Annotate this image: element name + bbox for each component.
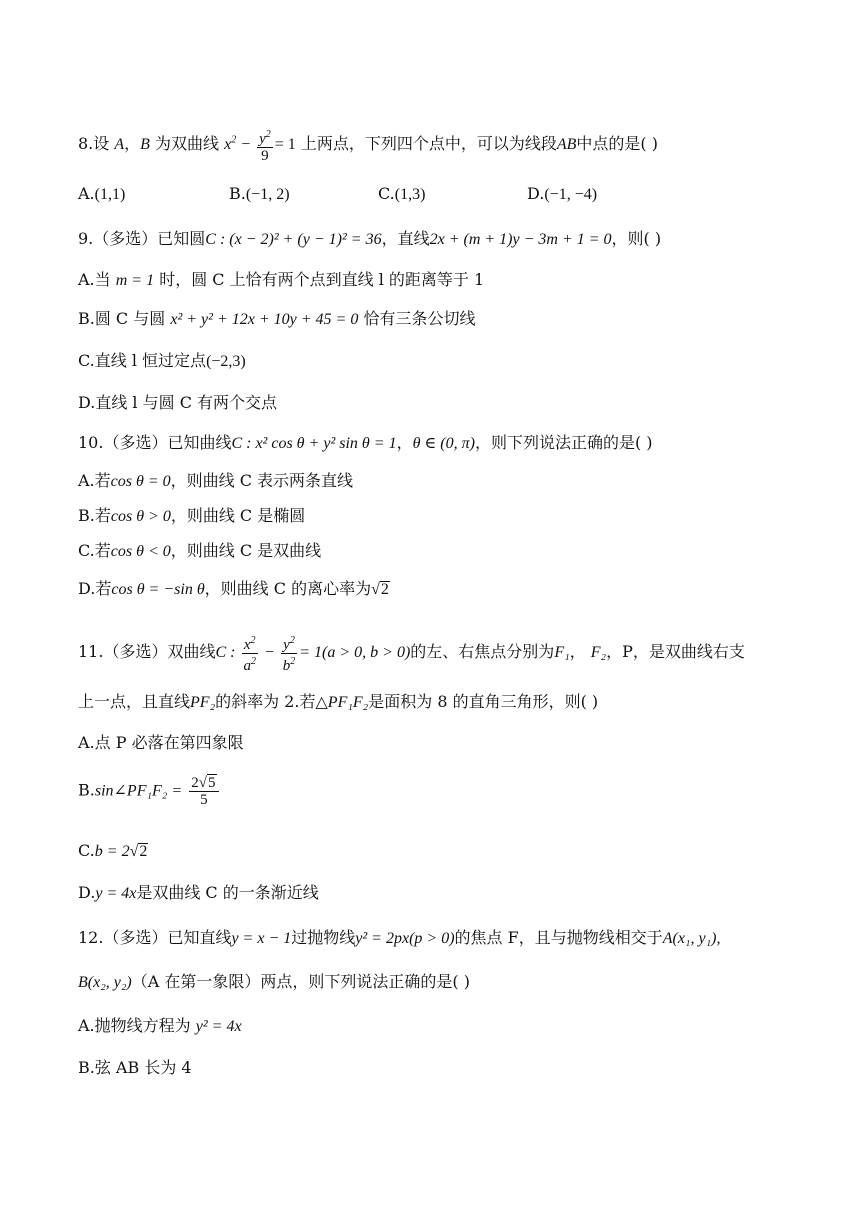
q9-stem-c: ，则( ) — [611, 229, 662, 248]
q10-option-b-label: B.若 — [78, 506, 111, 525]
q12-stem-c: 的焦点 F，且与抛物线相交于 — [454, 928, 663, 947]
q8-option-d-label: D. — [527, 184, 545, 203]
q9-option-a-rest: 时，圆 C 上恰有两个点到直线 l 的距离等于 1 — [159, 270, 485, 289]
q9-line-eq: 2x + (m + 1)y − 3m + 1 = 0 — [429, 231, 612, 248]
q12-stem-line2 — [78, 971, 470, 994]
q9-stem-a: 9.（多选）已知圆 — [78, 229, 206, 248]
q10-sqrt2: √2 — [371, 581, 389, 598]
q10-curve-eq: C : x² cos θ + y² sin θ = 1 — [231, 435, 397, 452]
q11-stem-line2-b: 的斜率为 2.若 — [215, 692, 316, 711]
q12-option-a-math: y² = 4x — [195, 1018, 242, 1035]
q11-option-b-math: sin∠PF₁F₂ = — [94, 782, 183, 800]
q9-option-b — [78, 308, 475, 331]
q9-option-a-math: m = 1 — [115, 272, 155, 289]
q11-f2: F₂ — [590, 644, 607, 662]
q11-sqrt2: √2 — [129, 843, 148, 860]
q9-stem — [78, 228, 661, 251]
q8-segment: AB — [556, 136, 577, 154]
q11-stem-b: 的左、右焦点分别为 — [410, 642, 555, 662]
q11-condition: = 1(a > 0, b > 0) — [299, 644, 411, 662]
q8-stem-c: 上两点，下列四个点中，可以为线段 — [300, 134, 557, 154]
q12-point-a: A(x₁, y₁), — [662, 930, 721, 947]
q9-option-b-rest: 恰有三条公切线 — [363, 309, 476, 328]
q8-hyperbola-eq: $x^2$ − $\frac{y^2}{9}$ = 1 — [224, 129, 296, 164]
q11-option-a — [78, 732, 244, 754]
q12-option-a — [78, 1015, 242, 1038]
q10-option-a-math: cos θ = 0 — [110, 473, 171, 490]
q8-option-b-label: B. — [229, 184, 246, 203]
q11-option-b — [78, 774, 221, 808]
q11-hyperbola-eq: C : $\frac{x^2}{a^2}$ − $\frac{y^2}{b^2}$ — [215, 635, 296, 674]
q11-stem-line2-c: 是面积为 8 的直角三角形，则( ) — [368, 692, 599, 711]
q10-option-c-math: cos θ < 0 — [110, 543, 171, 560]
q8-option-a — [78, 183, 125, 206]
q8-stem-b: 为双曲线 — [155, 134, 220, 154]
q10-stem-a: 10.（多选）已知曲线 — [78, 433, 232, 452]
q9-circle-eq: C : (x − 2)² + (y − 1)² = 36 — [205, 231, 382, 248]
q12-option-b — [78, 1057, 192, 1079]
q9-option-a-label: A.当 — [78, 270, 111, 289]
q8-option-c-label: C. — [378, 184, 395, 203]
q9-option-b-label: B.圆 C 与圆 — [78, 309, 166, 328]
q12-option-b-label: B.弦 AB 长为 4 — [78, 1058, 192, 1077]
q12-stem-line1 — [78, 927, 720, 950]
q9-option-c-label: C.直线 l 恒过定点 — [78, 351, 207, 370]
q9-option-c-math: (−2,3) — [206, 353, 246, 370]
q12-stem-a: 12.（多选）已知直线 — [78, 928, 232, 947]
q10-stem-c: ，则下列说法正确的是( ) — [474, 433, 653, 452]
q9-stem-b: ，直线 — [381, 229, 430, 248]
q11-stem-c: ，P，是双曲线右支 — [606, 642, 745, 662]
q10-option-b — [78, 505, 305, 528]
q11-option-a-label: A.点 P 必落在第四象限 — [78, 733, 244, 752]
q9-option-c — [78, 350, 246, 373]
q8-point-a: A — [114, 136, 125, 154]
q11-f1: F₁ — [554, 644, 570, 662]
q11-stem-line1: 11.（多选）双曲线C : $\frac{x^2}{a^2}$ − $\frac{y^2}{b^2}$ = 1(a > 0, b > 0)的左、右焦点分别为F₁， F₂，P，是双曲线右支 — [78, 635, 745, 674]
q11-option-b-frac: $\frac{2√5}{5}$ — [189, 774, 218, 808]
q9-option-b-math: x² + y² + 12x + 10y + 45 = 0 — [170, 311, 359, 328]
q8-option-c-math: (1,3) — [394, 186, 426, 203]
q10-option-d-math: cos θ = −sin θ — [111, 581, 205, 598]
q10-option-d — [78, 578, 390, 601]
q8-option-b — [229, 183, 290, 206]
q11-triangle: △PF₁F₂ — [315, 694, 369, 711]
q11-option-d-math: y = 4x — [95, 885, 137, 902]
q8-stem-a: 8.设 — [78, 134, 110, 154]
q10-range: θ ∈ (0, π) — [412, 435, 475, 452]
q11-stem-line2 — [78, 691, 598, 714]
q12-point-b: B(x₂, y₂) — [78, 974, 132, 991]
q12-stem-line2-b: （A 在第一象限）两点，则下列说法正确的是( ) — [131, 972, 470, 991]
q10-stem-b: ， — [396, 433, 413, 452]
q8-point-b: B — [140, 136, 150, 154]
q10-option-a-rest: ，则曲线 C 表示两条直线 — [170, 471, 354, 490]
q11-option-d-label: D. — [78, 883, 96, 902]
q8-stem: 8.设 A，B 为双曲线 $x^2$ − $\frac{y^2}{9}$ = 1 上两点，下列四个点中，可以为线段AB中点的是( ) — [78, 129, 658, 164]
q12-option-a-label: A.抛物线方程为 — [78, 1016, 191, 1035]
q8-stem-d: 中点的是( ) — [576, 134, 658, 154]
q10-option-a — [78, 470, 353, 493]
q12-stem-b: 过抛物线 — [291, 928, 356, 947]
q8-option-a-label: A. — [78, 184, 95, 203]
q10-stem — [78, 432, 653, 455]
q10-option-d-rest: ，则曲线 C 的离心率为 — [204, 579, 372, 598]
q11-option-c-math: b = 2 — [94, 843, 130, 860]
q9-option-d — [78, 392, 277, 414]
q11-option-b-label: B. — [78, 780, 95, 800]
q8-option-b-math: (−1, 2) — [245, 186, 290, 203]
q10-option-b-rest: ，则曲线 C 是椭圆 — [170, 506, 306, 525]
q10-option-c — [78, 540, 321, 563]
q8-option-a-math: (1,1) — [94, 186, 126, 203]
q10-option-a-label: A.若 — [78, 471, 111, 490]
q12-parabola-eq: y² = 2px(p > 0) — [355, 930, 455, 947]
q12-line-eq: y = x − 1 — [231, 930, 292, 947]
q11-option-d — [78, 882, 319, 905]
q11-option-c — [78, 840, 148, 863]
q8-option-d-math: (−1, −4) — [544, 186, 598, 203]
q11-option-d-rest: 是双曲线 C 的一条渐近线 — [136, 883, 319, 902]
q10-option-d-label: D.若 — [78, 579, 112, 598]
q10-option-c-rest: ，则曲线 C 是双曲线 — [170, 541, 322, 560]
q9-option-a — [78, 269, 484, 292]
q8-option-d — [527, 183, 597, 206]
q10-option-b-math: cos θ > 0 — [110, 508, 171, 525]
q11-pf2: PF₂ — [190, 694, 216, 711]
q11-option-c-label: C. — [78, 841, 95, 860]
q8-option-c — [378, 183, 425, 206]
q11-stem-line2-a: 上一点，且直线 — [78, 692, 191, 711]
q9-option-d-label: D.直线 l 与圆 C 有两个交点 — [78, 393, 278, 412]
q10-option-c-label: C.若 — [78, 541, 111, 560]
q11-stem-a: 11.（多选）双曲线 — [78, 642, 216, 662]
